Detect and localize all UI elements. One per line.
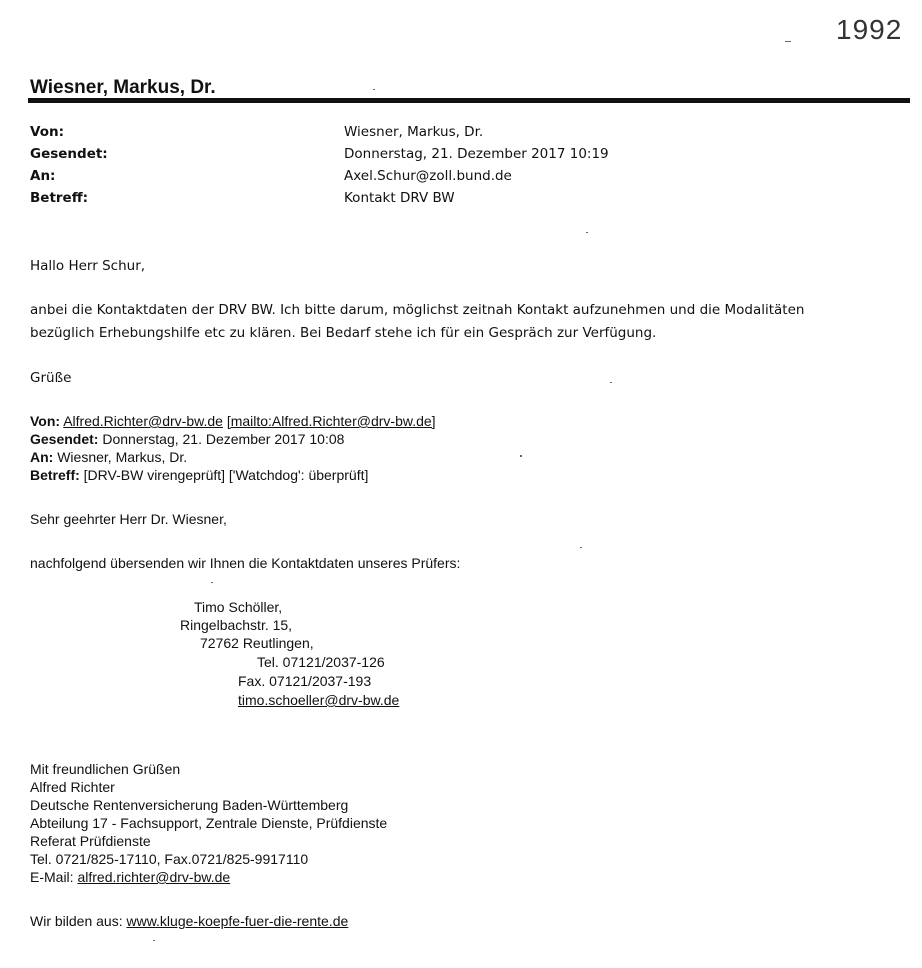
signature-org: Deutsche Rentenversicherung Baden-Württemberg xyxy=(30,797,349,813)
fwd-von-line xyxy=(30,413,436,429)
signature-email-label: E-Mail: xyxy=(30,869,74,885)
header-label-betreff: Betreff: xyxy=(30,190,89,206)
fwd-gesendet-label: Gesendet: xyxy=(30,431,99,447)
fwd-an-line xyxy=(30,449,187,465)
signature-email-link[interactable]: alfred.richter@drv-bw.de xyxy=(77,869,231,885)
header-value-gesendet: Donnerstag, 21. Dezember 2017 10:19 xyxy=(344,146,609,162)
signature-phone: Tel. 0721/825-17110, Fax.0721/825-9917110 xyxy=(30,851,309,867)
header-value-von: Wiesner, Markus, Dr. xyxy=(344,124,484,140)
fwd-gesendet-value: Donnerstag, 21. Dezember 2017 10:08 xyxy=(102,431,345,447)
signature-footer-link[interactable]: www.kluge-koepfe-fuer-die-rente.de xyxy=(126,913,349,929)
signature-footer-label: Wir bilden aus: xyxy=(30,913,123,929)
header-label-gesendet: Gesendet: xyxy=(30,146,108,162)
signature-unit: Referat Prüfdienste xyxy=(30,833,151,849)
body-closing: Grüße xyxy=(30,370,72,386)
header-label-von: Von: xyxy=(30,124,64,140)
header-value-an: Axel.Schur@zoll.bund.de xyxy=(344,168,512,184)
fwd-betreff-label: Betreff: xyxy=(30,467,80,483)
header-label-an: An: xyxy=(30,168,56,184)
signature-email-line xyxy=(30,869,230,885)
page-number: 1992 xyxy=(836,14,903,45)
fwd-von-email-link[interactable]: Alfred.Richter@drv-bw.de xyxy=(63,413,223,429)
fwd-intro: nachfolgend übersenden wir Ihnen die Kontaktdaten unseres Prüfers: xyxy=(30,555,461,571)
body-paragraph-line2: bezüglich Erhebungshilfe etc zu klären. Bei Bedarf stehe ich für ein Gespräch zur Verfügung. xyxy=(30,325,657,341)
signature-footer-line xyxy=(30,913,348,929)
contact-fax: Fax. 07121/2037-193 xyxy=(238,673,372,689)
fwd-betreff-value: [DRV-BW virengeprüft] ['Watchdog': überprüft] xyxy=(83,467,369,483)
fwd-von-label: Von: xyxy=(30,413,61,429)
signature-department: Abteilung 17 - Fachsupport, Zentrale Dienste, Prüfdienste xyxy=(30,815,388,831)
fwd-an-label: An: xyxy=(30,449,54,465)
fwd-betreff-line xyxy=(30,467,368,483)
email-sender-heading: Wiesner, Markus, Dr. xyxy=(30,77,216,98)
contact-street: Ringelbachstr. 15, xyxy=(180,617,293,633)
header-value-betreff: Kontakt DRV BW xyxy=(344,190,455,206)
fwd-von-mailto-link[interactable]: [mailto:Alfred.Richter@drv-bw.de] xyxy=(226,413,436,429)
fwd-salutation: Sehr geehrter Herr Dr. Wiesner, xyxy=(30,511,227,527)
contact-city: 72762 Reutlingen, xyxy=(200,635,314,651)
signature-name: Alfred Richter xyxy=(30,779,115,795)
contact-tel: Tel. 07121/2037-126 xyxy=(257,654,385,670)
fwd-an-value: Wiesner, Markus, Dr. xyxy=(57,449,188,465)
fwd-gesendet-line xyxy=(30,431,344,447)
signature-greeting: Mit freundlichen Grüßen xyxy=(30,761,181,777)
contact-name: Timo Schöller, xyxy=(194,599,283,615)
contact-email-link[interactable]: timo.schoeller@drv-bw.de xyxy=(238,692,400,708)
heading-rule xyxy=(28,98,910,103)
body-paragraph-line1: anbei die Kontaktdaten der DRV BW. Ich bitte darum, möglichst zeitnah Kontakt aufzunehmen und die Modalitäten xyxy=(30,302,805,318)
body-greeting: Hallo Herr Schur, xyxy=(30,258,146,274)
